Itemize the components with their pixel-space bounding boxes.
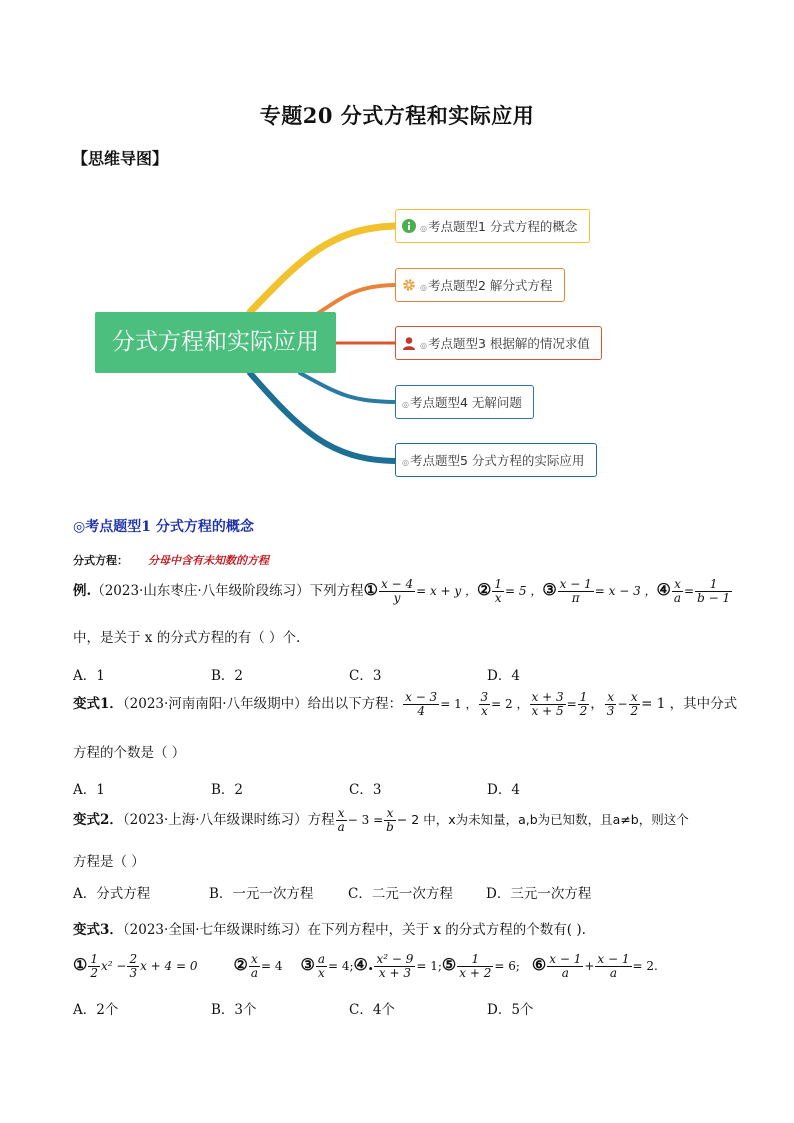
marker: ⑥: [531, 955, 547, 974]
fraction: $\frac{\text{x² − 9}}{x + 3}$: [376, 952, 414, 980]
branch-4: [300, 373, 395, 402]
mindmap-node-4[interactable]: [395, 385, 534, 419]
variant2-question-line2: 方程是（ ）: [73, 854, 145, 870]
variant3-equations: ① $\frac{1}{2}$ x² − $\frac{2}{3}$ x + 4 = 0 ② $\frac{x}{a}$ = 4 ③ $\frac{a}{x}$ = 4;④. $\frac{\text{x² − 9}}{x + 3}$ = 1;⑤ $\frac{1}{x + 2}$ = 6; ⑥ $\frac{x - 1}{a}$ + $\frac{x - 1}{a}$ = 2.: [73, 952, 658, 980]
variant1-question-line2: 方程的个数是（ ）: [73, 745, 186, 761]
fraction: $\frac{x}{a}$: [673, 577, 682, 605]
marker: ①: [73, 955, 88, 974]
fraction: $\frac{x - 3}{4}$: [405, 690, 438, 718]
marker: ③: [542, 580, 557, 599]
mindmap-node-1[interactable]: [395, 209, 590, 243]
marker: ①: [363, 580, 378, 599]
option-d: D．三元一次方程: [486, 886, 592, 902]
fraction: $\frac{a}{x}$: [317, 952, 325, 980]
mindmap-center: 分式方程和实际应用: [95, 312, 336, 373]
page-title: 专题20 分式方程和实际应用: [259, 103, 535, 128]
info-icon: [402, 219, 416, 233]
mindmap-node-2[interactable]: [395, 268, 565, 302]
option-b: B．一元一次方程: [209, 886, 314, 902]
marker: ④.: [353, 955, 374, 974]
node-label: 考点题型4 无解问题: [409, 395, 522, 410]
gear-icon: [402, 278, 416, 292]
node-dot: ◎: [420, 283, 427, 292]
mindmap-node-3[interactable]: [395, 326, 602, 360]
node-dot: ◎: [402, 400, 409, 409]
fraction: $\frac{1}{2}$: [90, 952, 98, 980]
fraction: $\frac{x}{a}$: [337, 806, 345, 834]
mindmap-node-5[interactable]: [395, 443, 597, 477]
option-b: B．2: [211, 782, 244, 798]
marker: ⑤: [441, 955, 457, 974]
fraction: $\frac{x}{2}$: [630, 690, 639, 718]
option-a: A．1: [73, 782, 105, 798]
fraction: $\frac{x - 1}{a}$: [549, 952, 582, 980]
node-label: 考点题型5 分式方程的实际应用: [409, 453, 585, 468]
fraction: $\frac{x}{a}$: [250, 952, 258, 980]
fraction: $\frac{1}{2}$: [579, 690, 588, 718]
node-label: 考点题型1 分式方程的概念: [427, 219, 578, 234]
variant2-question: 变式2．（2023·上海·八年级课时练习）方程 $\frac{x}{a}$ − 3 = $\frac{x}{b}$ − 2 中，x为未知量，a,b为已知数，且a≠b，则这个: [73, 806, 689, 834]
option-c: C．二元一次方程: [348, 886, 453, 902]
fraction: $\frac{1}{b - 1}$: [697, 577, 731, 605]
fraction: $\frac{2}{3}$: [129, 952, 138, 980]
section-heading: ◎考点题型1 分式方程的概念: [73, 519, 254, 535]
option-b: B．3个: [211, 1002, 257, 1018]
option-b: B．2: [211, 668, 244, 684]
fraction: $\frac{x - 1}{a}$: [597, 952, 630, 980]
marker: ③: [300, 955, 315, 974]
option-d: D．4: [487, 782, 520, 798]
node-dot: ◎: [420, 341, 427, 350]
variant1-question: 变式1．（2023·河南南阳·八年级期中）给出以下方程： $\frac{x - 3}{4}$ = 1 ， $\frac{3}{x}$ = 2 ， $\frac{x + 3}{x + 5}$ = $\frac{1}{2}$ ， $\frac{x}{3}$ − $\frac{x}{2}$ = 1 ，其中分式: [73, 690, 738, 718]
option-d: D．4: [487, 668, 520, 684]
variant-label: 变式3．: [73, 922, 123, 938]
branch-1: [250, 226, 395, 312]
example-question: 例.（2023·山东枣庄·八年级阶段练习）下列方程① $\frac{x - 4}{y}$ = x + y ，② $\frac{1}{x}$ = 5 ，③ $\frac{x - 1}{\pi}$ = x − 3 ，④ $\frac{x}{a}$ = $\frac{1}{b - 1}$: [73, 577, 731, 605]
marker: ②: [477, 580, 492, 599]
variant-source: （2023·上海·八年级课时练习）方程: [122, 812, 335, 828]
fraction: $\frac{x - 4}{y}$: [381, 577, 414, 605]
example-question-line2: 中，是关于 x 的分式方程的有（ ）个.: [73, 630, 301, 646]
option-a: A．2个: [73, 1002, 119, 1018]
mindmap-heading: 【思维导图】: [72, 149, 169, 168]
fraction: $\frac{3}{x}$: [480, 690, 489, 718]
option-a: A．分式方程: [73, 886, 151, 902]
definition-label: 分式方程：: [73, 554, 128, 567]
option-c: C．4个: [349, 1002, 395, 1018]
example-source: （2023·山东枣庄·八年级阶段练习）下列方程: [91, 583, 364, 599]
mindmap-connectors: [0, 0, 794, 500]
node-dot: ◎: [402, 458, 409, 467]
marker: ②: [233, 955, 248, 974]
example-label: 例.: [73, 583, 92, 599]
marker: ④: [656, 580, 671, 599]
node-label: 考点题型2 解分式方程: [427, 278, 553, 293]
variant-label: 变式1．: [73, 696, 123, 712]
fraction: $\frac{1}{x}$: [494, 577, 502, 605]
variant-source: （2023·河南南阳·八年级期中）给出以下方程：: [122, 696, 403, 712]
option-d: D．5个: [487, 1002, 534, 1018]
variant-source: （2023·全国·七年级课时练习）在下列方程中，关于 x 的分式方程的个数有( ).: [122, 922, 586, 938]
fraction: $\frac{x}{3}$: [606, 690, 615, 718]
variant-label: 变式2．: [73, 812, 123, 828]
fraction: $\frac{x + 3}{x + 5}$: [531, 690, 564, 718]
fraction: $\frac{1}{x + 2}$: [459, 952, 492, 980]
person-icon: [402, 336, 416, 350]
option-c: C．3: [349, 668, 382, 684]
node-label: 考点题型3 根据解的情况求值: [427, 336, 590, 351]
fraction: $\frac{x - 1}{\pi}$: [559, 577, 592, 605]
option-a: A．1: [73, 668, 105, 684]
option-c: C．3: [349, 782, 382, 798]
variant3-question: [73, 918, 586, 938]
node-dot: ◎: [420, 224, 427, 233]
fraction: $\frac{x}{b}$: [386, 806, 394, 834]
definition-text: 分母中含有未知数的方程: [148, 554, 269, 567]
